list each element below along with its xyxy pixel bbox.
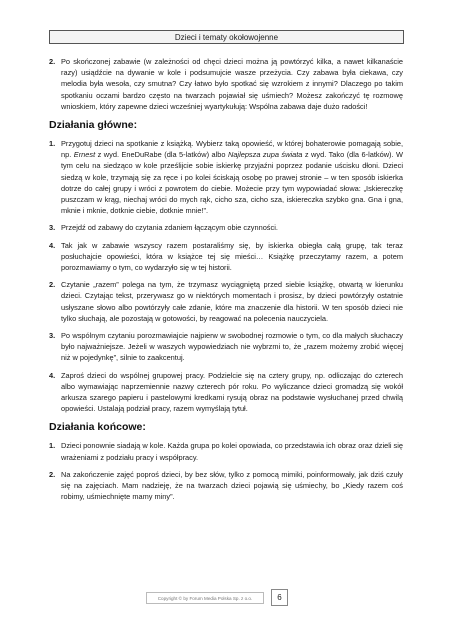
text-segment: Przygotuj dzieci na spotkanie z książką. Wybierz taką opowieść, w której bohaterowie pomagają sobie, np. — [61, 139, 403, 160]
main-item — [49, 138, 403, 216]
final-item — [49, 469, 403, 503]
page-number-box — [271, 589, 288, 606]
item-number: 1. — [49, 441, 56, 451]
copyright-footer — [146, 592, 264, 604]
item-number: 2. — [49, 469, 56, 479]
item-number: 1. — [49, 139, 56, 149]
header-title: Dzieci i tematy okołowojenne — [174, 32, 279, 42]
item-number: 3. — [49, 331, 56, 341]
item-text: Dzieci ponownie siadają w kole. Każda grupa po kolei opowiada, co przedstawia ich obraz oraz dzieli się wrażeniami z podziału pracy i współpracy. — [61, 441, 403, 462]
page-content — [49, 56, 403, 509]
running-header — [49, 30, 404, 44]
main-item — [49, 240, 403, 274]
section-heading-main: Działania główne: — [49, 119, 138, 132]
item-number: 2. — [49, 57, 56, 66]
main-item — [49, 222, 403, 233]
item-text: Przejdź od zabawy do czytania zdaniem łączącym obie czynności. — [61, 223, 278, 233]
text-segment: z wyd. Tako (dla 6-latków). W tym celu na siedząco w kole prześlijcie sobie iskierkę przyjaźni poprzez podanie uścisku dłoni. Dzieci siedzą w kole, trzymają się za ręce i po kolei ściskają osobę po prawej stronie – w ten sposób iskierka dotrze do całej grupy i wróci z powrotem do ciebie. Możecie przy tym wypowiadać słowa: „Iskiereczkę puszczam w krąg, niechaj wróci do mych rąk, cicho sza, cicho sza, iskiereczka szybko gna. Gna i gna, mknie i mknie, dotknie ciebie, dotknie mnie!”. — [61, 150, 404, 216]
item-text: Na zakończenie zajęć poproś dzieci, by bez słów, tylko z pomocą mimiki, poinformowały, jak dziś czuły się na zajęciach. Mam nadzieję, że na twarzach dzieci pojawią się uśmiechy, bo „Kiedy razem coś robimy, uśmiechnięte mamy miny”. — [61, 469, 403, 502]
item-text: Tak jak w zabawie wszyscy razem postaraliśmy się, by iskierka obiegła całą grupę, tak teraz posłuchajcie opowieści, która w książce tej się mieści… Książkę przeczytamy razem, a potem porozmawiamy o tym, co wydarzyło się w tej historii. — [61, 240, 403, 273]
book-author: Ernest — [73, 150, 96, 160]
main-item — [49, 330, 403, 364]
page-number: 6 — [277, 593, 282, 602]
copyright-text: Copyright © by Forum Media Polska Sp. z o.o. — [157, 595, 253, 601]
section-heading-final: Działania końcowe: — [49, 421, 146, 434]
item-number: 3. — [49, 223, 56, 233]
text-segment: z wyd. EneDuRabe (dla 5-latków) albo — [95, 150, 228, 160]
item-text — [61, 138, 403, 216]
main-item — [49, 279, 403, 324]
final-item — [49, 440, 403, 462]
intro-item — [49, 56, 403, 112]
item-text: Zaproś dzieci do wspólnej grupowej pracy. Podzielcie się na cztery grupy, np. odliczając do czterech albo wymawiając naprzemiennie nazwy czterech pór roku. Po wyliczance dzieci gromadzą się wokół arkusza szarego papieru i pastelowymi kredkami rysują obraz na podstawie wysłuchanej przed chwilą opowieści. Ustalają podział pracy, razem wymyślają tytuł. — [61, 370, 403, 414]
item-number: 2. — [49, 280, 56, 290]
main-item — [49, 370, 403, 415]
item-text: Po wspólnym czytaniu porozmawiajcie najpierw w swobodnej rozmowie o tym, co dla małych słuchaczy było najważniejsze. Jeżeli w waszych wypowiedziach nie wybrzmi to, że „razem możemy zrobić więcej niż w pojedynkę”, silnie to zaakcentuj. — [61, 331, 403, 363]
item-text: Po skończonej zabawie (w zależności od chęci dzieci można ją powtórzyć kilka, a nawet kilkanaście razy) usiądźcie na dywanie w kole i podsumujcie wasze przeżycia. Czy zabawa była ciekawa, czy melodia była wesoła, czy smutna? Czy łatwo było spotkać się wzrokiem z innymi? Dlaczego po takim spotkaniu oczami bardzo często na twarzach pojawiał się uśmiech? Możesz zakończyć tę rozmowę wnioskiem, który zapewne dzieci wcześniej wyartykułują: Wspólna zabawa daje dużo radości! — [61, 57, 403, 111]
item-number: 4. — [49, 370, 56, 380]
book-title: Najlepsza zupa świata — [227, 150, 303, 160]
item-text: Czytanie „razem” polega na tym, że trzymasz wyciągniętą przed siebie książkę, otwartą w kierunku dzieci. Czytając tekst, przerywasz go w niektórych momentach i prosisz, by dzieci powtórzyły ostatnie usłyszane słowo albo powtórzyły całe zdanie, które ma znaczenie dla historii. W ten sposób dzieci nie tylko słuchają, ale pozostają w gotowości, by reagować na polecenia nauczyciela. — [61, 280, 403, 323]
item-number: 4. — [49, 240, 56, 250]
